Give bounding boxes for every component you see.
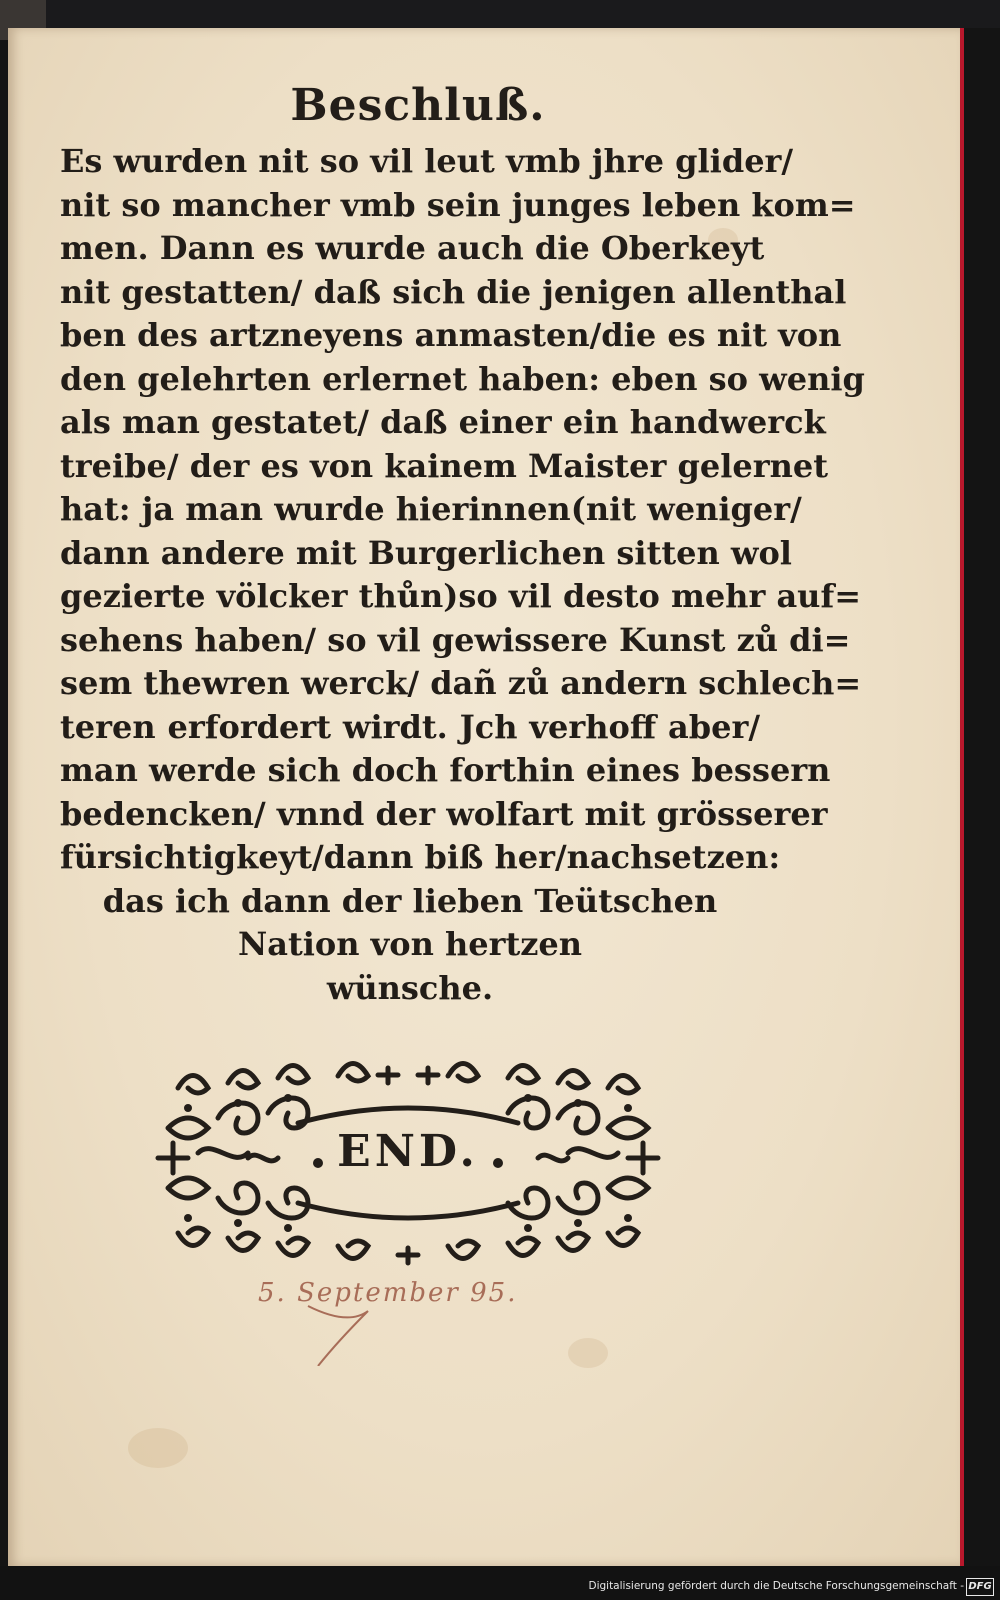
paper-stain [128, 1428, 188, 1468]
text-line: dann andere mit Burgerlichen sitten wol [60, 533, 792, 572]
text-line: gezierte völcker thůn)so vil desto mehr auf= [60, 577, 862, 615]
text-line: Nation von hertzen [237, 925, 583, 963]
text-line: ben des artzneyens anmasten/die es nit von [60, 316, 842, 354]
text-line: man werde sich doch forthin eines bessern [60, 751, 831, 789]
text-line: bedencken/ vnnd der wolfart mit grösserer [60, 794, 828, 833]
text-line: Es wurden nit so vil leut vmb jhre glider/ [60, 142, 794, 180]
dfg-logo: DFG [966, 1578, 994, 1596]
text-line: sem thewren werck/ dañ zů andern schlech= [60, 664, 862, 702]
text-line: hat: ja man wurde hierinnen(nit weniger/ [60, 490, 802, 528]
text-line: nit gestatten/ daß sich die jenigen allenthal [60, 272, 847, 311]
text-line: wünsche. [326, 968, 494, 1007]
handwritten-date: 5. September 95. [258, 1278, 518, 1308]
page-heading: Beschluß. [290, 80, 546, 131]
paper-stain [568, 1338, 608, 1368]
text-line: nit so mancher vmb sein junges leben kom= [60, 185, 856, 224]
text-line: sehens haben/ so vil gewissere Kunst zů di= [60, 620, 851, 659]
text-line: teren erfordert wirdt. Jch verhoff aber/ [60, 707, 760, 746]
end-label: END. [337, 1126, 479, 1177]
text-line: den gelehrten erlernet haben: eben so wenig [60, 359, 865, 398]
text-line: als man gestatet/ daß einer ein handwerck [60, 403, 826, 441]
body-text [60, 140, 865, 1010]
scan-top-band [0, 0, 1000, 28]
text-line: men. Dann es wurde auch die Oberkeyt [60, 229, 765, 267]
book-page [8, 28, 964, 1569]
footer-credit: Digitalisierung gefördert durch die Deutsche Forschungsgemeinschaft - [588, 1580, 964, 1592]
text-line: fürsichtigkeyt/dann biß her/nachsetzen: [60, 838, 781, 876]
text-line: treibe/ der es von kainem Maister gelernet [60, 446, 828, 485]
handwriting-flourish [298, 1296, 448, 1366]
text-line: das ich dann der lieben Teütschen [102, 881, 718, 920]
